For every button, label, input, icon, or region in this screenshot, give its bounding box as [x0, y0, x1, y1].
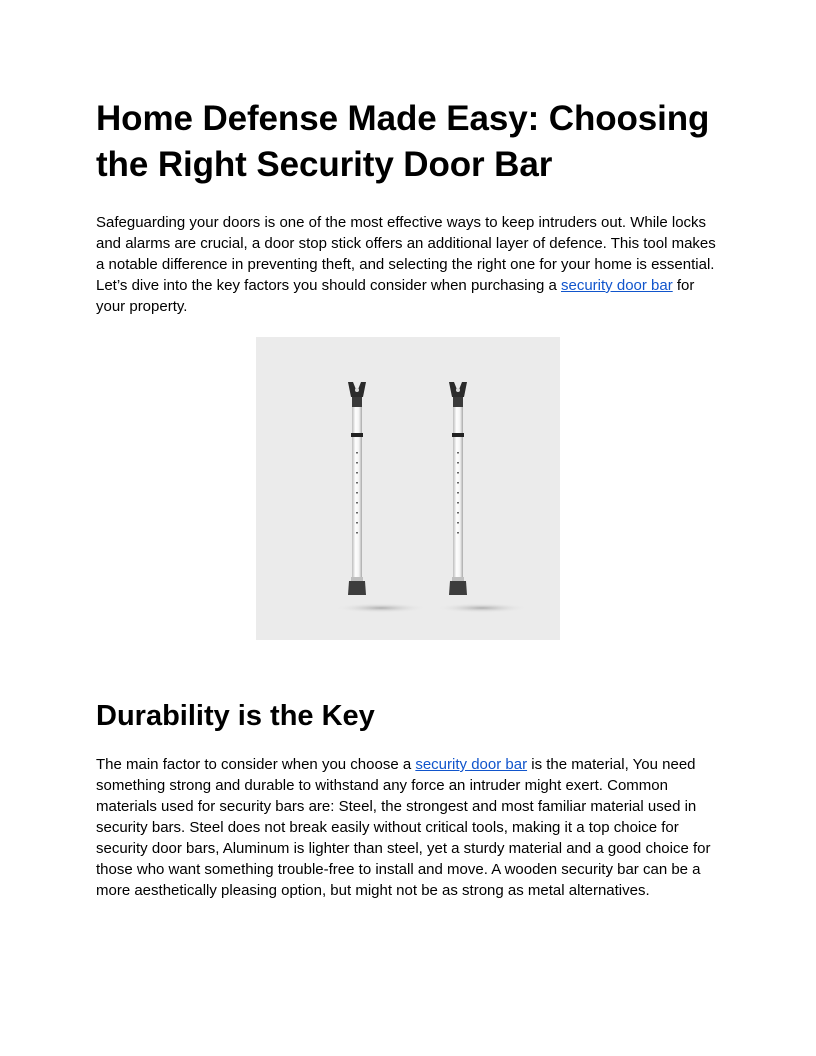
intro-text-end: for your property. [96, 277, 695, 315]
intro-paragraph [96, 212, 720, 317]
durability-text-end: is the material, You need something strong and durable to withstand any force an intruder might exert. Common materials used for security bars are: Steel, the strongest and most familiar material used in security bars. Steel does not break easily without critical tools, making it a top choice for security door bars, Aluminum is lighter than steel, yet a sturdy material and a good choice for those who want something trouble-free to install and move. A wooden security bar can be a more aesthetically pleasing option, but might not be as strong as metal alternatives. [96, 756, 711, 899]
intro-text: Safeguarding your doors is one of the most effective ways to keep intruders out. While locks and alarms are crucial, a door stop stick offers an additional layer of defence. This tool makes a notable difference in preventing theft, and selecting the right one for your home is essential. Let’s dive into the key factors you should consider when purchasing a [96, 214, 716, 294]
document-page [96, 96, 720, 901]
security-door-bar-link-2[interactable]: security door bar [415, 756, 528, 773]
durability-section [96, 698, 720, 901]
durability-paragraph [96, 754, 720, 901]
security-door-bar-link[interactable]: security door bar [561, 277, 673, 294]
door-bar-left [335, 382, 427, 613]
section-heading: Durability is the Key [96, 700, 375, 732]
figure-container [96, 337, 720, 640]
durability-text: The main factor to consider when you choose a [96, 756, 416, 773]
product-image [256, 337, 560, 640]
security-door-bar-image [256, 337, 560, 640]
page-title: Home Defense Made Easy: Choosing the Right Security Door Bar [96, 99, 710, 184]
door-bar-right [436, 382, 528, 613]
